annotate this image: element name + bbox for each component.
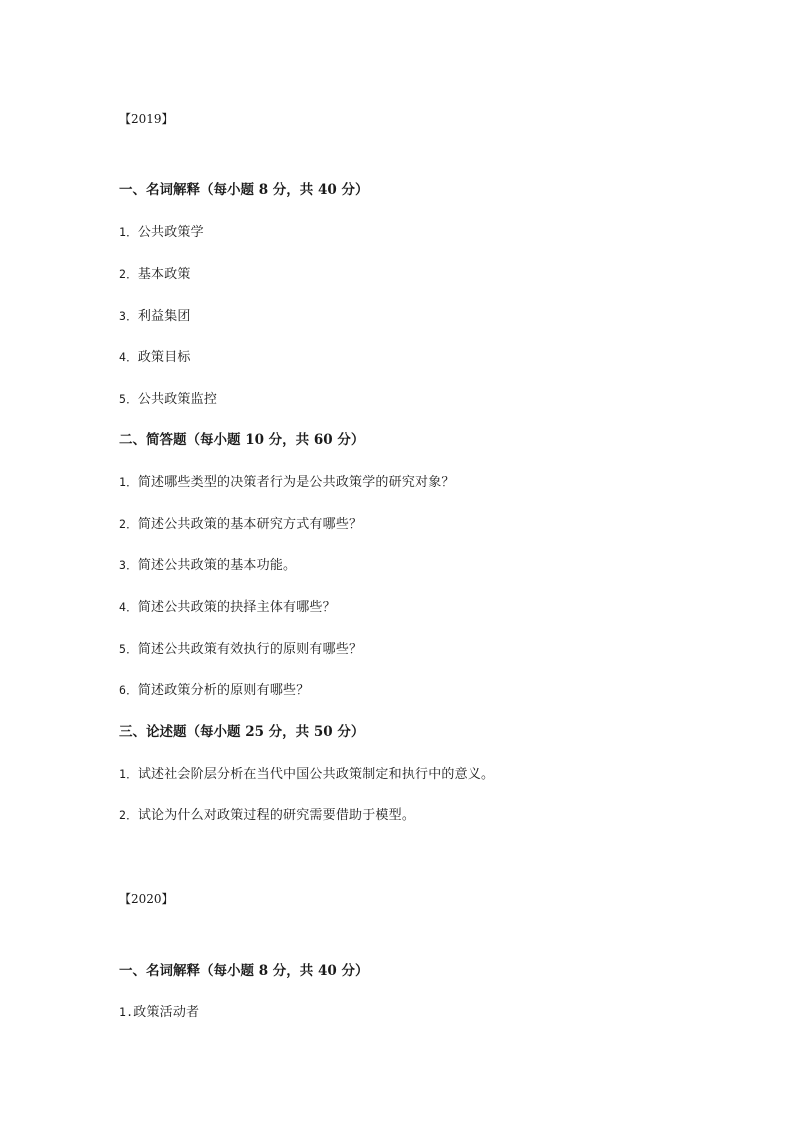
section-heading-essay: 三、论述题（每小题 25 分，共 50 分） [119,724,365,740]
question-text: 公共政策监控 [137,392,218,407]
question-number: 2． [119,517,138,531]
question-text: 试论为什么对政策过程的研究需要借助于模型。 [137,808,416,823]
question-number: 4． [119,350,138,364]
question-item [119,681,309,700]
question-text: 简述公共政策的抉择主体有哪些？ [137,600,336,615]
question-number: 5． [119,642,138,656]
question-text: 简述公共政策的基本功能。 [137,558,297,573]
question-item [119,806,415,825]
question-number: 1. [119,1005,134,1019]
question-text: 简述哪些类型的决策者行为是公共政策学的研究对象？ [137,475,455,490]
question-number: 1． [119,225,138,239]
section-heading-short-answer: 二、简答题（每小题 10 分，共 60 分） [119,432,365,448]
question-number: 5． [119,392,138,406]
section-heading-noun-explanation: 一、名词解释（每小题 8 分，共 40 分） [119,182,369,198]
question-item [119,765,494,784]
question-item [119,598,336,617]
question-number: 3． [119,558,138,572]
question-item [119,640,362,659]
question-text: 简述公共政策的基本研究方式有哪些？ [137,517,363,532]
question-text: 简述政策分析的原则有哪些？ [137,683,310,698]
question-item [119,473,455,492]
question-item [119,307,191,326]
year-label-2019: 【2019】 [119,112,174,126]
question-number: 4． [119,600,138,614]
section-heading-noun-explanation: 一、名词解释（每小题 8 分，共 40 分） [119,963,369,979]
question-text: 政策活动者 [133,1005,200,1020]
question-text: 基本政策 [137,267,191,282]
question-number: 3． [119,309,138,323]
question-item [119,390,217,409]
question-text: 简述公共政策有效执行的原则有哪些？ [137,642,363,657]
question-item [119,223,204,242]
question-number: 6． [119,683,138,697]
question-item [119,1003,199,1022]
question-item [119,556,296,575]
question-text: 试述社会阶层分析在当代中国公共政策制定和执行中的意义。 [137,767,495,782]
question-item [119,265,191,284]
question-item [119,515,362,534]
question-text: 利益集团 [137,309,191,324]
question-number: 2． [119,808,138,822]
question-text: 公共政策学 [137,225,204,240]
question-text: 政策目标 [137,350,191,365]
question-number: 1． [119,767,138,781]
question-number: 2． [119,267,138,281]
question-number: 1． [119,475,138,489]
year-label-2020: 【2020】 [119,892,174,906]
question-item [119,348,191,367]
